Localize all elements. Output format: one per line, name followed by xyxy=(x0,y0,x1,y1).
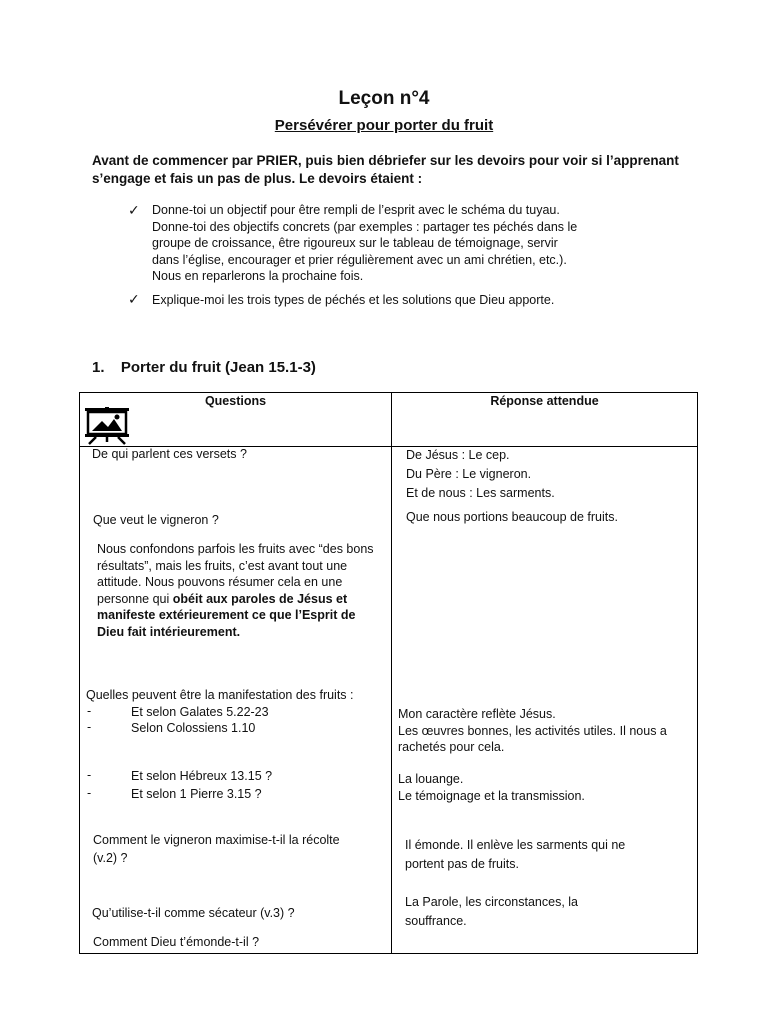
fruit-note xyxy=(97,541,389,640)
answer-6-line-1: La Parole, les circonstances, la xyxy=(405,895,579,909)
answer-5-line-2: portent pas de fruits. xyxy=(405,857,519,871)
dash-marker: - xyxy=(87,720,92,734)
intro-paragraph xyxy=(92,152,692,188)
devoir-1-line-2: Donne-toi des objectifs concrets (par exemples : partager tes péchés dans le xyxy=(152,219,578,234)
answer-3-line-2: Les œuvres bonnes, les activités utiles. Il nous a xyxy=(398,723,667,738)
page-subtitle: Persévérer pour porter du fruit xyxy=(274,117,494,134)
answer-3-line-3: rachetés pour cela. xyxy=(398,740,505,754)
question-3-item-colossiens: Selon Colossiens 1.10 xyxy=(131,721,256,735)
note-line-4-normal: personne qui xyxy=(97,591,173,606)
intro-line-1: Avant de commencer par PRIER, puis bien débriefer sur les devoirs pour voir si l’apprenant xyxy=(92,153,679,168)
checkmark-icon: ✓ xyxy=(128,202,140,218)
question-3: Quelles peuvent être la manifestation des fruits : xyxy=(86,688,354,702)
devoir-item-1 xyxy=(152,202,712,285)
note-line-1: Nous confondons parfois les fruits avec “des bons xyxy=(97,542,374,556)
note-line-4 xyxy=(97,591,389,608)
answer-6-line-2: souffrance. xyxy=(405,914,467,928)
answer-1-line-2: Du Père : Le vigneron. xyxy=(406,467,532,481)
presentation-board-icon xyxy=(84,407,130,445)
dash-marker: - xyxy=(87,768,92,782)
question-3-item-pierre: Et selon 1 Pierre 3.15 ? xyxy=(131,787,262,801)
question-1: De qui parlent ces versets ? xyxy=(92,447,247,461)
devoir-1-line-1: Donne-toi un objectif pour être rempli de l’esprit avec le schéma du tuyau. xyxy=(152,203,560,217)
note-line-6: Dieu fait intérieurement. xyxy=(97,624,241,639)
dash-marker: - xyxy=(87,786,92,800)
answer-6 xyxy=(405,893,578,931)
devoir-item-2 xyxy=(152,292,712,309)
section-number: 1. xyxy=(92,359,105,376)
question-3-item-galates: Et selon Galates 5.22-23 xyxy=(131,705,269,719)
answer-4-line-2: Le témoignage et la transmission. xyxy=(398,788,585,803)
answer-2: Que nous portions beaucoup de fruits. xyxy=(406,510,618,524)
page-title: Leçon n°4 xyxy=(338,88,430,109)
question-6: Qu’utilise-t-il comme sécateur (v.3) ? xyxy=(92,906,295,920)
question-3-item-hebreux: Et selon Hébreux 13.15 ? xyxy=(131,769,273,783)
answer-1-line-1: De Jésus : Le cep. xyxy=(406,448,510,462)
note-line-5: manifeste extérieurement ce que l’Esprit de xyxy=(97,608,356,622)
devoir-1-line-4: dans l’église, encourager et prier régulièrement avec un ami chrétien, etc.). xyxy=(152,252,567,267)
devoir-2-line-1: Explique-moi les trois types de péchés et les solutions que Dieu apporte. xyxy=(152,293,555,307)
devoir-1-line-5: Nous en reparlerons la prochaine fois. xyxy=(152,269,364,283)
table-column-divider xyxy=(391,392,392,954)
section-title: Porter du fruit (Jean 15.1-3) xyxy=(120,359,316,376)
question-5-line-1: Comment le vigneron maximise-t-il la récolte xyxy=(93,833,340,847)
intro-line-2: s’engage et fais un pas de plus. Le devoirs étaient : xyxy=(92,171,423,186)
question-7: Comment Dieu t’émonde-t-il ? xyxy=(93,935,260,949)
note-line-2: résultats”, mais les fruits, c’est avant tout une xyxy=(97,558,348,573)
answer-1 xyxy=(406,446,555,503)
section-heading xyxy=(92,359,316,376)
answer-4 xyxy=(398,771,585,804)
devoir-1-line-3: groupe de croissance, être rigoureux sur le tableau de témoignage, servir xyxy=(152,236,558,250)
answer-5-line-1: Il émonde. Il enlève les sarments qui ne xyxy=(405,838,626,852)
answer-3 xyxy=(398,706,667,756)
question-5 xyxy=(93,831,340,867)
dash-marker: - xyxy=(87,704,92,718)
header-questions: Questions xyxy=(204,394,267,408)
answer-4-line-1: La louange. xyxy=(398,772,464,786)
note-line-4-bold: obéit aux paroles de Jésus et xyxy=(172,591,348,606)
answer-5 xyxy=(405,836,625,874)
checkmark-icon: ✓ xyxy=(128,291,140,307)
note-line-3: attitude. Nous pouvons résumer cela en une xyxy=(97,575,343,589)
question-5-line-2: (v.2) ? xyxy=(93,851,128,865)
answer-3-line-1: Mon caractère reflète Jésus. xyxy=(398,707,556,721)
question-2: Que veut le vigneron ? xyxy=(93,513,219,527)
answer-1-line-3: Et de nous : Les sarments. xyxy=(406,486,555,500)
header-answer: Réponse attendue xyxy=(490,394,599,408)
